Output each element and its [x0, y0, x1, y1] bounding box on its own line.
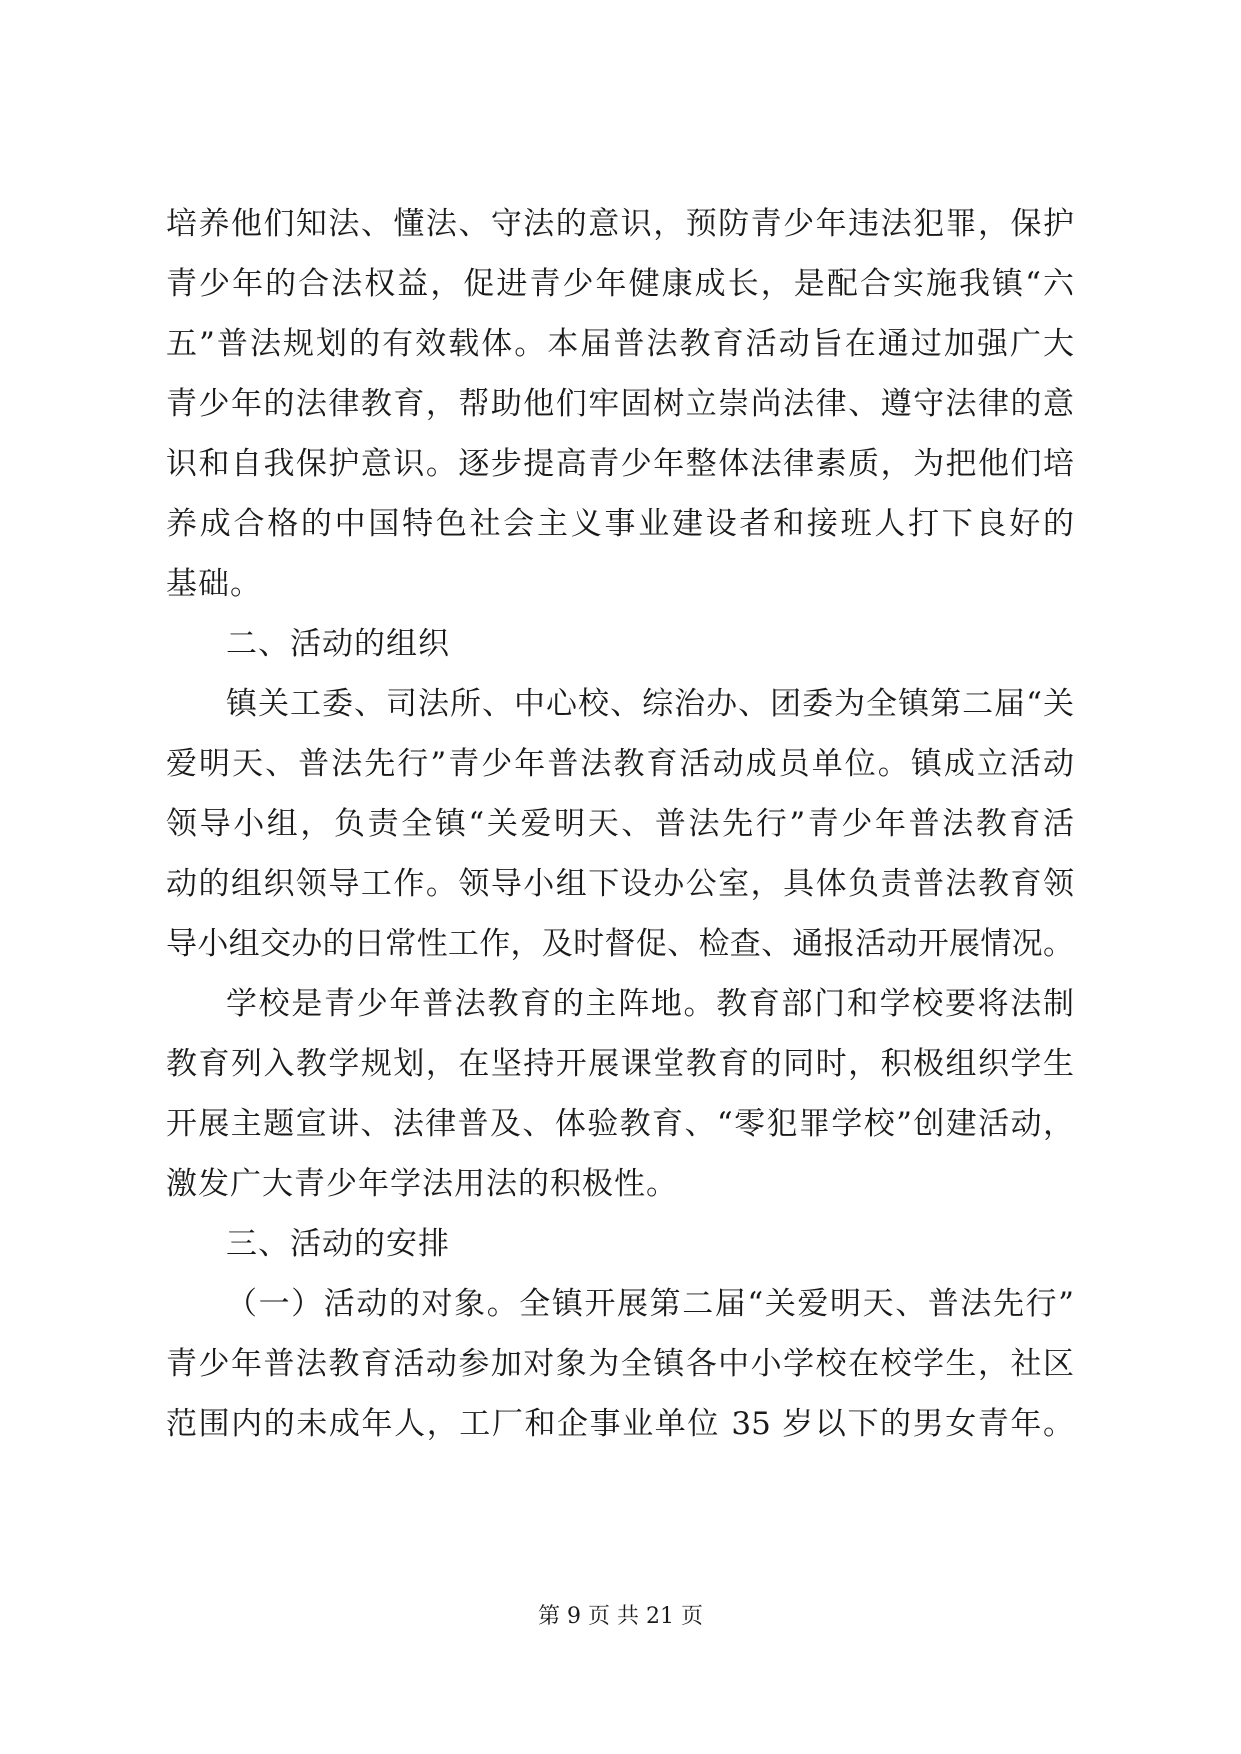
section-heading: 三、活动的安排 [226, 1226, 450, 1262]
page-number-footer: 第 9 页 共 21 页 [538, 1604, 703, 1629]
paragraph-line: 领导小组，负责全镇“关爱明天、普法先行”青少年普法教育活 [166, 806, 1074, 842]
paragraph-line: 范围内的未成年人，工厂和企事业单位 35 岁以下的男女青年。 [166, 1406, 1074, 1442]
paragraph-line: 爱明天、普法先行”青少年普法教育活动成员单位。镇成立活动 [166, 746, 1074, 782]
paragraph-line: 养成合格的中国特色社会主义事业建设者和接班人打下良好的 [166, 506, 1074, 542]
paragraph-line: （一）活动的对象。全镇开展第二届“关爱明天、普法先行” [226, 1286, 1074, 1322]
paragraph-line-end: 基础。 [166, 566, 262, 602]
paragraph-line: 导小组交办的日常性工作，及时督促、检查、通报活动开展情况。 [166, 926, 1074, 962]
paragraph-line: 教育列入教学规划，在坚持开展课堂教育的同时，积极组织学生 [166, 1046, 1074, 1082]
section-heading: 二、活动的组织 [226, 626, 450, 662]
paragraph-line: 青少年的法律教育，帮助他们牢固树立崇尚法律、遵守法律的意 [166, 386, 1074, 422]
paragraph-line: 开展主题宣讲、法律普及、体验教育、“零犯罪学校”创建活动， [166, 1106, 1074, 1142]
paragraph-line: 识和自我保护意识。逐步提高青少年整体法律素质，为把他们培 [166, 446, 1074, 482]
paragraph-line: 动的组织领导工作。领导小组下设办公室，具体负责普法教育领 [166, 866, 1074, 902]
paragraph-line: 青少年普法教育活动参加对象为全镇各中小学校在校学生，社区 [166, 1346, 1074, 1382]
paragraph-line: 培养他们知法、懂法、守法的意识，预防青少年违法犯罪，保护 [166, 206, 1074, 242]
paragraph-line: 镇关工委、司法所、中心校、综治办、团委为全镇第二届“关 [226, 686, 1074, 722]
paragraph-line-end: 激发广大青少年学法用法的积极性。 [166, 1166, 678, 1202]
paragraph-line: 五”普法规划的有效载体。本届普法教育活动旨在通过加强广大 [166, 326, 1074, 362]
paragraph-line: 青少年的合法权益，促进青少年健康成长，是配合实施我镇“六 [166, 266, 1074, 302]
paragraph-line: 学校是青少年普法教育的主阵地。教育部门和学校要将法制 [226, 986, 1074, 1022]
